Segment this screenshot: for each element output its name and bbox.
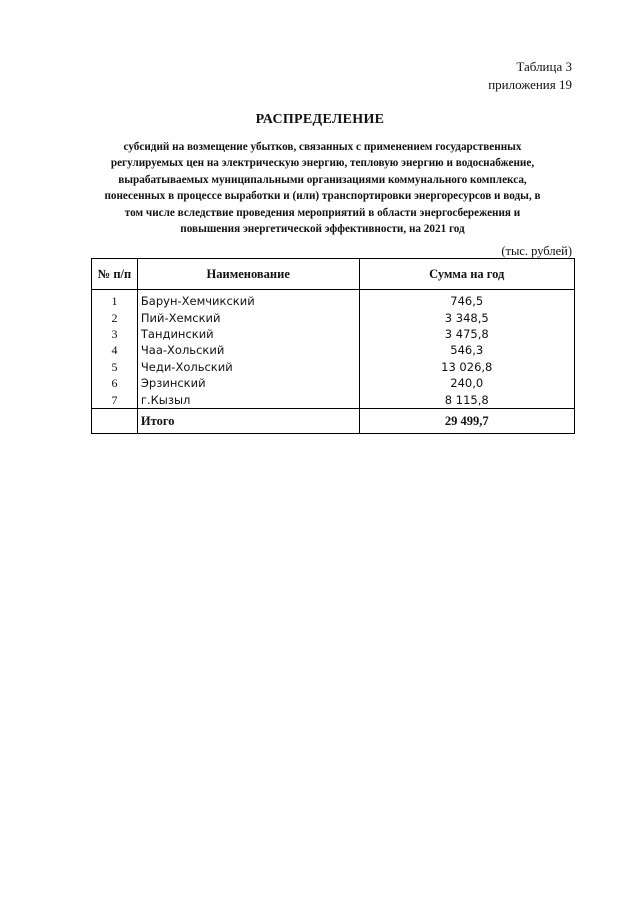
row-name: Барун-Хемчикский bbox=[137, 290, 359, 310]
total-label: Итого bbox=[137, 408, 359, 433]
column-header-name: Наименование bbox=[137, 259, 359, 290]
row-sum: 8 115,8 bbox=[359, 391, 575, 408]
row-sum: 546,3 bbox=[359, 342, 575, 358]
table-row bbox=[92, 290, 575, 310]
total-row bbox=[92, 408, 575, 433]
row-name: Тандинский bbox=[137, 326, 359, 342]
table-row bbox=[92, 375, 575, 391]
row-sum: 13 026,8 bbox=[359, 359, 575, 375]
table-row bbox=[92, 309, 575, 325]
table-row bbox=[92, 359, 575, 375]
table-row bbox=[92, 391, 575, 408]
row-number: 1 bbox=[92, 290, 138, 310]
distribution-table bbox=[91, 258, 575, 434]
row-name: Чеди-Хольский bbox=[137, 359, 359, 375]
units-label: (тыс. рублей) bbox=[501, 244, 572, 258]
row-name: г.Кызыл bbox=[137, 391, 359, 408]
column-header-sum: Сумма на год bbox=[359, 259, 575, 290]
table-reference bbox=[488, 58, 572, 94]
row-number: 4 bbox=[92, 342, 138, 358]
document-subtitle: субсидий на возмещение убытков, связанных с применением государственных регулируемых цен на электрическую энергию, тепловую энергию и водоснабжение, вырабатываемых муниципальными организациями коммунального комплекса, понесенных в процессе выработки и (или) транспортировки энергоресурсов и воды, в том числе вследствие проведения мероприятий в области энергосбережения и повышения энергетической эффективности, на 2021 год bbox=[104, 141, 541, 236]
table-row bbox=[92, 326, 575, 342]
row-sum: 3 475,8 bbox=[359, 326, 575, 342]
table-header-row bbox=[92, 259, 575, 290]
row-sum: 746,5 bbox=[359, 290, 575, 310]
row-sum: 3 348,5 bbox=[359, 309, 575, 325]
total-sum: 29 499,7 bbox=[359, 408, 575, 433]
row-name: Пий-Хемский bbox=[137, 309, 359, 325]
row-name: Эрзинский bbox=[137, 375, 359, 391]
row-number: 5 bbox=[92, 359, 138, 375]
row-number: 7 bbox=[92, 391, 138, 408]
document-title: РАСПРЕДЕЛЕНИЕ bbox=[255, 112, 385, 127]
row-number: 6 bbox=[92, 375, 138, 391]
total-number-cell bbox=[92, 408, 138, 433]
row-name: Чаа-Хольский bbox=[137, 342, 359, 358]
row-number: 2 bbox=[92, 309, 138, 325]
table-number: Таблица 3 bbox=[516, 59, 572, 74]
row-sum: 240,0 bbox=[359, 375, 575, 391]
appendix-number: приложения 19 bbox=[488, 77, 572, 92]
row-number: 3 bbox=[92, 326, 138, 342]
column-header-number: № п/п bbox=[92, 259, 138, 290]
table-row bbox=[92, 342, 575, 358]
